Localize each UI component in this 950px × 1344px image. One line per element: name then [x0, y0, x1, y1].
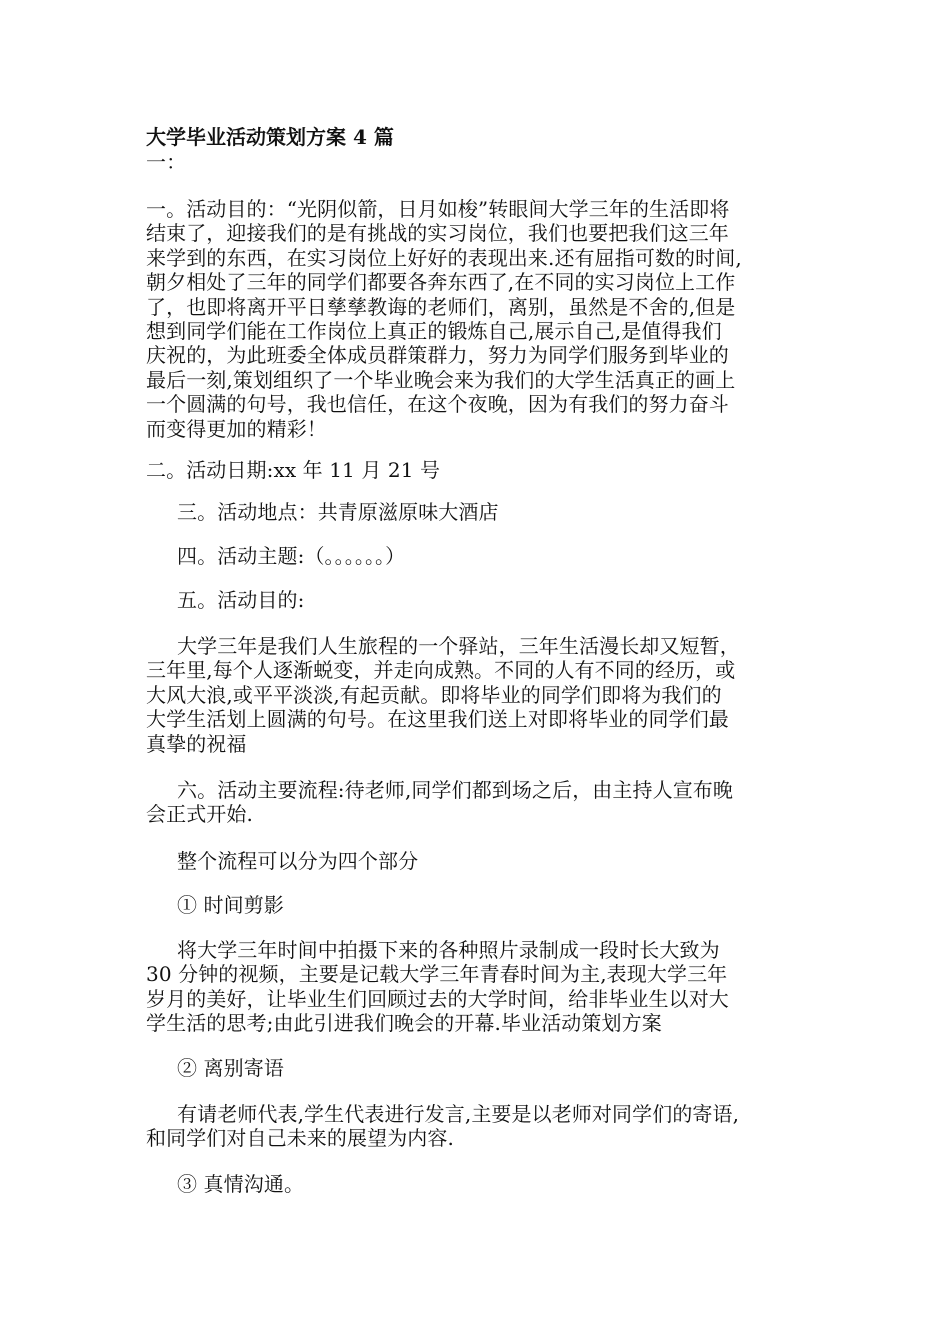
- paragraph-line: 庆祝的，为此班委全体成员群策群力，努力为同学们服务到毕业的: [146, 343, 729, 368]
- date-line: 二。活动日期:xx 年 11 月 21 号: [146, 458, 441, 482]
- paragraph-line: 结束了，迎接我们的是有挑战的实习岗位，我们也要把我们这三年: [146, 221, 729, 246]
- paragraph-line: 会正式开始.: [146, 802, 253, 827]
- part2-heading: ② 离别寄语: [177, 1056, 284, 1080]
- paragraph-line: 真挚的祝福: [146, 731, 247, 756]
- flow-parts-paragraph: [146, 849, 816, 873]
- flow-parts-line: 整个流程可以分为四个部分: [177, 849, 419, 873]
- theme-paragraph: [146, 544, 816, 568]
- part1-heading-paragraph: [146, 893, 816, 917]
- paragraph-line: 想到同学们能在工作岗位上真正的锻炼自己,展示自己,是值得我们: [146, 318, 722, 343]
- purpose-paragraph: [146, 197, 816, 441]
- document-title: 大学毕业活动策划方案 4 篇: [146, 125, 394, 149]
- part2-heading-paragraph: [146, 1056, 816, 1080]
- paragraph-line: 来学到的东西，在实习岗位上好好的表现出来.还有屈指可数的时间,: [146, 245, 742, 270]
- paragraph-line: 朝夕相处了三年的同学们都要各奔东西了,在不同的实习岗位上工作: [146, 270, 736, 295]
- theme-line: 四。活动主题:（。。。。。。）: [177, 544, 406, 568]
- paragraph-line: 了，也即将离开平日孳孳教诲的老师们，离别，虽然是不舍的,但是: [146, 294, 736, 319]
- paragraph-line: 大风大浪,或平平淡淡,有起贡献。即将毕业的同学们即将为我们的: [146, 682, 722, 707]
- goal-paragraph: [146, 634, 816, 756]
- paragraph-line: 大学三年是我们人生旅程的一个驿站，三年生活漫长却又短暂，: [177, 634, 740, 658]
- paragraph-line: 将大学三年时间中拍摄下来的各种照片录制成一段时长大致为: [177, 938, 720, 962]
- part3-heading: ③ 真情沟通。: [177, 1172, 305, 1196]
- paragraph-line: 学生活的思考;由此引进我们晚会的开幕.毕业活动策划方案: [146, 1011, 662, 1036]
- part1-paragraph: [146, 938, 816, 1036]
- flow-paragraph: [146, 778, 816, 827]
- paragraph-line: 岁月的美好，让毕业生们回顾过去的大学时间，给非毕业生以对大: [146, 986, 729, 1011]
- part1-heading: ① 时间剪影: [177, 893, 284, 917]
- goal-heading: 五。活动目的:: [177, 588, 305, 612]
- date-paragraph: [146, 458, 816, 482]
- paragraph-line: 而变得更加的精彩！: [146, 416, 327, 441]
- paragraph-line: 最后一刻,策划组织了一个毕业晚会来为我们的大学生活真正的画上: [146, 367, 736, 392]
- part-label: [146, 150, 816, 174]
- paragraph-line: 一个圆满的句号，我也信任，在这个夜晚，因为有我们的努力奋斗: [146, 392, 729, 417]
- paragraph-line: 有请老师代表,学生代表进行发言,主要是以老师对同学们的寄语,: [177, 1102, 740, 1126]
- paragraph-line: 六。活动主要流程:待老师,同学们都到场之后，由主持人宣布晚: [177, 778, 733, 802]
- place-line: 三。活动地点：共青原滋原味大酒店: [177, 500, 499, 524]
- paragraph-line: 30 分钟的视频，主要是记载大学三年青春时间为主,表现大学三年: [146, 962, 728, 987]
- paragraph-line: 和同学们对自己未来的展望为内容.: [146, 1126, 454, 1151]
- part3-heading-paragraph: [146, 1172, 816, 1196]
- paragraph-line: 一。活动目的：“光阴似箭，日月如梭”转眼间大学三年的生活即将: [146, 197, 730, 221]
- place-paragraph: [146, 500, 816, 524]
- part-label-text: 一：: [146, 150, 187, 174]
- part2-paragraph: [146, 1102, 816, 1151]
- paragraph-line: 三年里,每个人逐渐蜕变，并走向成熟。不同的人有不同的经历，或: [146, 658, 736, 683]
- goal-heading-paragraph: [146, 588, 816, 612]
- paragraph-line: 大学生活划上圆满的句号。在这里我们送上对即将毕业的同学们最: [146, 707, 729, 732]
